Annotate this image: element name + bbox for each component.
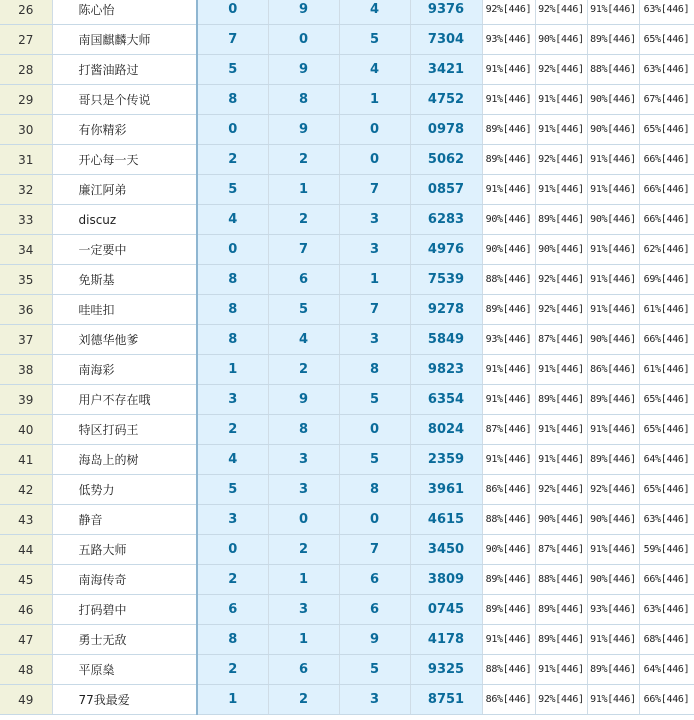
stat-2-cell: 89%[446] [535,205,587,235]
digit-3-cell: 8 [339,475,410,505]
code-cell: 5849 [410,325,482,355]
code-cell: 4976 [410,235,482,265]
table-row [0,415,694,445]
stat-4-cell: 63%[446] [639,595,694,625]
digit-2-cell: 2 [268,205,339,235]
digit-1-cell: 2 [197,655,268,685]
rank-cell: 33 [0,205,52,235]
stat-1-cell: 93%[446] [482,325,535,355]
stat-1-cell: 92%[446] [482,0,535,25]
code-cell: 6354 [410,385,482,415]
stat-4-cell: 65%[446] [639,115,694,145]
stat-3-cell: 91%[446] [587,145,639,175]
digit-2-cell: 8 [268,85,339,115]
stat-1-cell: 88%[446] [482,265,535,295]
code-cell: 9278 [410,295,482,325]
digit-2-cell: 3 [268,475,339,505]
code-cell: 6283 [410,205,482,235]
digit-3-cell: 7 [339,295,410,325]
stat-3-cell: 88%[446] [587,55,639,85]
stat-1-cell: 91%[446] [482,355,535,385]
username-cell: 静音 [52,505,197,535]
code-cell: 4178 [410,625,482,655]
digit-3-cell: 0 [339,115,410,145]
rank-cell: 37 [0,325,52,355]
digit-1-cell: 3 [197,385,268,415]
stat-4-cell: 66%[446] [639,565,694,595]
digit-3-cell: 5 [339,445,410,475]
stat-4-cell: 65%[446] [639,385,694,415]
digit-2-cell: 1 [268,625,339,655]
username-cell: 开心每一天 [52,145,197,175]
code-cell: 3961 [410,475,482,505]
stat-2-cell: 89%[446] [535,385,587,415]
code-cell: 3421 [410,55,482,85]
username-cell: 南国麒麟大师 [52,25,197,55]
code-cell: 0857 [410,175,482,205]
table-row [0,175,694,205]
code-cell: 2359 [410,445,482,475]
digit-3-cell: 6 [339,565,410,595]
digit-1-cell: 0 [197,115,268,145]
table-row [0,265,694,295]
stat-4-cell: 59%[446] [639,535,694,565]
digit-2-cell: 7 [268,235,339,265]
username-cell: discuz [52,205,197,235]
stat-3-cell: 91%[446] [587,295,639,325]
table-row [0,25,694,55]
digit-2-cell: 2 [268,685,339,715]
username-cell: 77我最爱 [52,685,197,715]
digit-3-cell: 3 [339,205,410,235]
digit-1-cell: 4 [197,205,268,235]
digit-3-cell: 4 [339,55,410,85]
code-cell: 8024 [410,415,482,445]
digit-1-cell: 3 [197,505,268,535]
rank-cell: 40 [0,415,52,445]
digit-3-cell: 9 [339,625,410,655]
stat-4-cell: 63%[446] [639,505,694,535]
digit-2-cell: 9 [268,115,339,145]
digit-2-cell: 0 [268,25,339,55]
stat-1-cell: 89%[446] [482,595,535,625]
username-cell: 打码碧中 [52,595,197,625]
digit-3-cell: 0 [339,145,410,175]
stat-2-cell: 91%[446] [535,85,587,115]
username-cell: 打酱油路过 [52,55,197,85]
digit-1-cell: 0 [197,235,268,265]
stat-3-cell: 91%[446] [587,625,639,655]
table-row [0,55,694,85]
username-cell: 平原燊 [52,655,197,685]
table-row [0,475,694,505]
stat-4-cell: 66%[446] [639,325,694,355]
stat-3-cell: 93%[446] [587,595,639,625]
stat-4-cell: 65%[446] [639,475,694,505]
stat-3-cell: 89%[446] [587,385,639,415]
digit-3-cell: 0 [339,505,410,535]
stat-1-cell: 91%[446] [482,625,535,655]
username-cell: 哥只是个传说 [52,85,197,115]
table-row [0,445,694,475]
stat-1-cell: 86%[446] [482,475,535,505]
code-cell: 9823 [410,355,482,385]
stat-4-cell: 67%[446] [639,85,694,115]
username-cell: 南海彩 [52,355,197,385]
digit-3-cell: 3 [339,325,410,355]
digit-1-cell: 0 [197,535,268,565]
stat-2-cell: 87%[446] [535,325,587,355]
stat-1-cell: 90%[446] [482,205,535,235]
stat-2-cell: 90%[446] [535,235,587,265]
stat-4-cell: 63%[446] [639,55,694,85]
digit-2-cell: 9 [268,385,339,415]
digit-2-cell: 2 [268,535,339,565]
stat-2-cell: 90%[446] [535,25,587,55]
stat-2-cell: 89%[446] [535,625,587,655]
digit-1-cell: 5 [197,175,268,205]
username-cell: 特区打码王 [52,415,197,445]
stat-1-cell: 91%[446] [482,55,535,85]
code-cell: 9325 [410,655,482,685]
rank-cell: 34 [0,235,52,265]
stat-4-cell: 62%[446] [639,235,694,265]
username-cell: 五路大师 [52,535,197,565]
stat-2-cell: 92%[446] [535,295,587,325]
rank-cell: 30 [0,115,52,145]
stat-3-cell: 91%[446] [587,235,639,265]
table-row [0,325,694,355]
table-row [0,565,694,595]
rank-cell: 47 [0,625,52,655]
code-cell: 4752 [410,85,482,115]
table-row [0,235,694,265]
stat-1-cell: 91%[446] [482,175,535,205]
digit-1-cell: 2 [197,145,268,175]
digit-1-cell: 2 [197,415,268,445]
stat-3-cell: 90%[446] [587,505,639,535]
table-row [0,355,694,385]
stat-3-cell: 92%[446] [587,475,639,505]
stat-2-cell: 90%[446] [535,505,587,535]
digit-3-cell: 1 [339,265,410,295]
digit-3-cell: 4 [339,0,410,25]
rank-cell: 28 [0,55,52,85]
digit-2-cell: 5 [268,295,339,325]
digit-1-cell: 8 [197,295,268,325]
code-cell: 0978 [410,115,482,145]
username-cell: 低势力 [52,475,197,505]
stat-1-cell: 90%[446] [482,535,535,565]
table-row [0,685,694,715]
digit-1-cell: 0 [197,0,268,25]
table-row [0,505,694,535]
digit-2-cell: 3 [268,445,339,475]
rank-cell: 31 [0,145,52,175]
stat-4-cell: 64%[446] [639,445,694,475]
stat-1-cell: 89%[446] [482,115,535,145]
digit-2-cell: 6 [268,265,339,295]
digit-1-cell: 6 [197,595,268,625]
rank-cell: 48 [0,655,52,685]
stat-2-cell: 91%[446] [535,355,587,385]
rank-cell: 32 [0,175,52,205]
digit-2-cell: 3 [268,595,339,625]
stat-4-cell: 66%[446] [639,205,694,235]
rank-cell: 42 [0,475,52,505]
stat-3-cell: 89%[446] [587,655,639,685]
stat-3-cell: 91%[446] [587,175,639,205]
stat-2-cell: 91%[446] [535,415,587,445]
stat-1-cell: 93%[446] [482,25,535,55]
stat-2-cell: 92%[446] [535,475,587,505]
digit-2-cell: 6 [268,655,339,685]
stat-2-cell: 92%[446] [535,0,587,25]
stat-2-cell: 92%[446] [535,55,587,85]
digit-2-cell: 8 [268,415,339,445]
code-cell: 7539 [410,265,482,295]
stat-2-cell: 87%[446] [535,535,587,565]
stat-2-cell: 92%[446] [535,145,587,175]
username-cell: 廉江阿弟 [52,175,197,205]
username-cell: 哇哇扣 [52,295,197,325]
digit-3-cell: 3 [339,685,410,715]
code-cell: 3809 [410,565,482,595]
stat-4-cell: 66%[446] [639,685,694,715]
username-cell: 南海传奇 [52,565,197,595]
stat-4-cell: 65%[446] [639,25,694,55]
stat-4-cell: 66%[446] [639,175,694,205]
username-cell: 刘德华他爹 [52,325,197,355]
stat-4-cell: 61%[446] [639,295,694,325]
stat-2-cell: 91%[446] [535,445,587,475]
table-row [0,595,694,625]
stat-2-cell: 91%[446] [535,175,587,205]
stat-3-cell: 91%[446] [587,415,639,445]
digit-1-cell: 7 [197,25,268,55]
digit-1-cell: 5 [197,475,268,505]
stat-3-cell: 90%[446] [587,85,639,115]
digit-2-cell: 0 [268,505,339,535]
digit-2-cell: 1 [268,565,339,595]
table-row [0,625,694,655]
digit-2-cell: 2 [268,355,339,385]
username-cell: 免斯基 [52,265,197,295]
code-cell: 7304 [410,25,482,55]
code-cell: 0745 [410,595,482,625]
digit-1-cell: 4 [197,445,268,475]
code-cell: 3450 [410,535,482,565]
stat-4-cell: 61%[446] [639,355,694,385]
digit-1-cell: 1 [197,685,268,715]
stat-3-cell: 91%[446] [587,535,639,565]
digit-2-cell: 1 [268,175,339,205]
stat-3-cell: 91%[446] [587,685,639,715]
stat-3-cell: 90%[446] [587,115,639,145]
stat-1-cell: 89%[446] [482,145,535,175]
digit-3-cell: 3 [339,235,410,265]
digit-3-cell: 5 [339,385,410,415]
table-row [0,115,694,145]
stat-4-cell: 65%[446] [639,415,694,445]
digit-2-cell: 9 [268,55,339,85]
rank-cell: 44 [0,535,52,565]
code-cell: 4615 [410,505,482,535]
stat-3-cell: 90%[446] [587,565,639,595]
rank-cell: 36 [0,295,52,325]
stat-1-cell: 89%[446] [482,565,535,595]
digit-2-cell: 9 [268,0,339,25]
rank-cell: 46 [0,595,52,625]
digit-3-cell: 5 [339,25,410,55]
digit-3-cell: 7 [339,175,410,205]
stat-2-cell: 91%[446] [535,115,587,145]
digit-3-cell: 8 [339,355,410,385]
digit-2-cell: 4 [268,325,339,355]
stat-1-cell: 86%[446] [482,685,535,715]
digit-1-cell: 1 [197,355,268,385]
username-cell: 陈心怡 [52,0,197,25]
table-row [0,535,694,565]
rank-cell: 26 [0,0,52,25]
table-row [0,295,694,325]
table-row [0,385,694,415]
table-row [0,655,694,685]
username-cell: 有你精彩 [52,115,197,145]
stat-3-cell: 86%[446] [587,355,639,385]
rank-cell: 35 [0,265,52,295]
stat-2-cell: 92%[446] [535,685,587,715]
stat-1-cell: 88%[446] [482,655,535,685]
rank-cell: 49 [0,685,52,715]
table-row [0,145,694,175]
digit-3-cell: 1 [339,85,410,115]
code-cell: 9376 [410,0,482,25]
digit-1-cell: 8 [197,625,268,655]
digit-1-cell: 8 [197,325,268,355]
rank-cell: 39 [0,385,52,415]
stat-1-cell: 91%[446] [482,85,535,115]
code-cell: 8751 [410,685,482,715]
stat-2-cell: 92%[446] [535,265,587,295]
stat-2-cell: 89%[446] [535,595,587,625]
stat-3-cell: 90%[446] [587,325,639,355]
digit-1-cell: 2 [197,565,268,595]
digit-3-cell: 0 [339,415,410,445]
stat-1-cell: 87%[446] [482,415,535,445]
digit-1-cell: 8 [197,85,268,115]
stat-3-cell: 90%[446] [587,205,639,235]
table-row [0,205,694,235]
stat-1-cell: 91%[446] [482,445,535,475]
username-cell: 用户不存在哦 [52,385,197,415]
stat-1-cell: 89%[446] [482,295,535,325]
table-row [0,0,694,25]
rank-cell: 45 [0,565,52,595]
digit-3-cell: 7 [339,535,410,565]
stat-4-cell: 63%[446] [639,0,694,25]
stat-3-cell: 91%[446] [587,0,639,25]
stat-4-cell: 66%[446] [639,145,694,175]
digit-3-cell: 5 [339,655,410,685]
stat-3-cell: 89%[446] [587,25,639,55]
rank-cell: 27 [0,25,52,55]
stat-4-cell: 69%[446] [639,265,694,295]
table-row [0,85,694,115]
stat-4-cell: 68%[446] [639,625,694,655]
username-cell: 一定要中 [52,235,197,265]
username-cell: 海岛上的树 [52,445,197,475]
rank-cell: 41 [0,445,52,475]
rank-cell: 38 [0,355,52,385]
digit-1-cell: 5 [197,55,268,85]
stat-3-cell: 89%[446] [587,445,639,475]
digit-1-cell: 8 [197,265,268,295]
stat-4-cell: 64%[446] [639,655,694,685]
stat-3-cell: 91%[446] [587,265,639,295]
stat-1-cell: 91%[446] [482,385,535,415]
stat-2-cell: 91%[446] [535,655,587,685]
username-cell: 勇士无敌 [52,625,197,655]
stat-1-cell: 90%[446] [482,235,535,265]
stat-2-cell: 88%[446] [535,565,587,595]
rank-cell: 43 [0,505,52,535]
rank-cell: 29 [0,85,52,115]
digit-3-cell: 6 [339,595,410,625]
stat-1-cell: 88%[446] [482,505,535,535]
code-cell: 5062 [410,145,482,175]
digit-2-cell: 2 [268,145,339,175]
